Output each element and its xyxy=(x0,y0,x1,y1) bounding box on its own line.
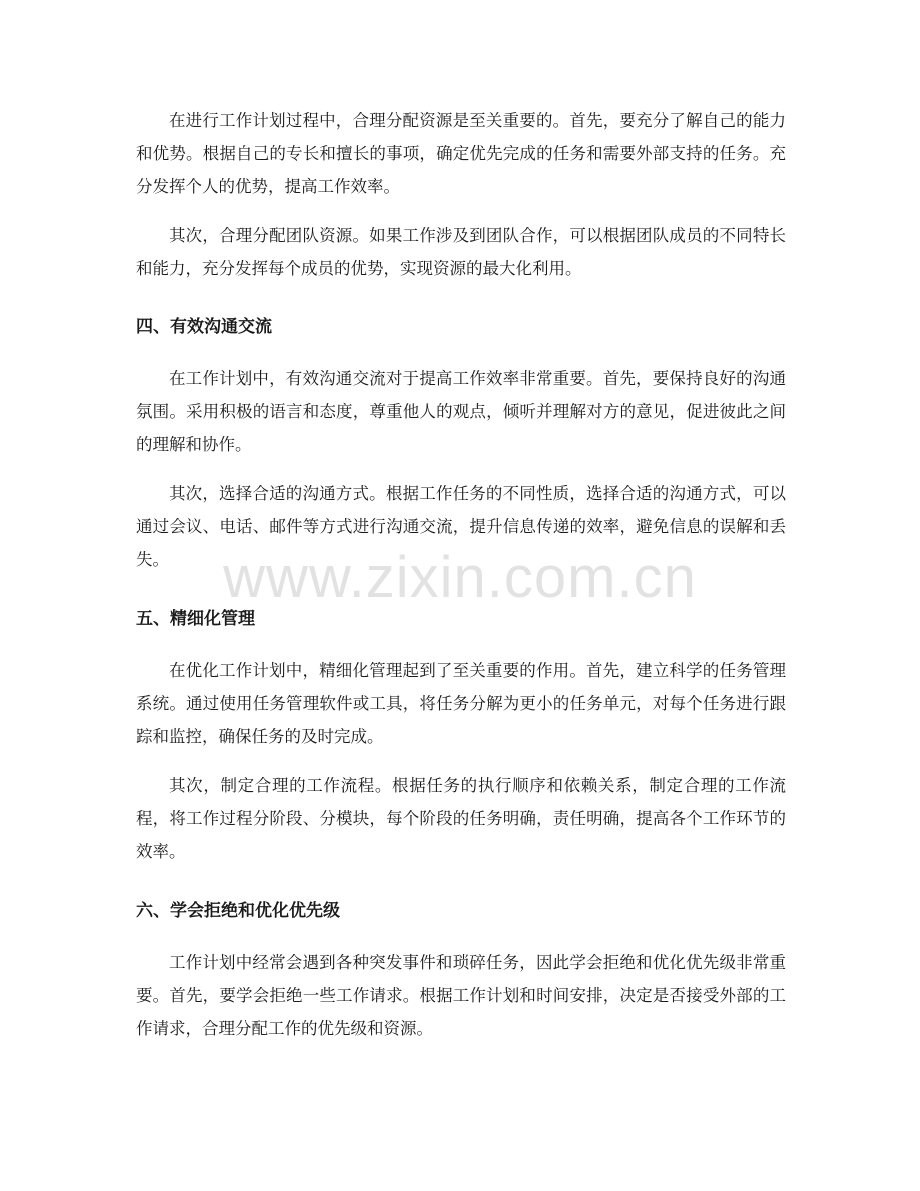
section-heading-fine-management xyxy=(136,604,786,634)
paragraph-communication-method xyxy=(136,477,786,576)
section-heading-communication xyxy=(136,312,786,342)
paragraph-text: 在进行工作计划过程中，合理分配资源是至关重要的。首先，要充分了解自己的能力和优势。根据自己的专长和擅长的事项，确定优先完成的任务和需要外部支持的任务。充分发挥个人的优势，提高工作效率。 xyxy=(136,111,786,196)
paragraph-text: 其次，选择合适的沟通方式。根据工作任务的不同性质，选择合适的沟通方式，可以通过会议、电话、邮件等方式进行沟通交流，提升信息传递的效率，避免信息的误解和丢失。 xyxy=(136,484,786,569)
paragraph-communication-atmosphere xyxy=(136,362,786,461)
section-heading: 五、精细化管理 xyxy=(136,609,255,629)
section-heading: 四、有效沟通交流 xyxy=(136,317,272,337)
section-heading-priority xyxy=(136,896,786,926)
paragraph-text: 在优化工作计划中，精细化管理起到了至关重要的作用。首先，建立科学的任务管理系统。通过使用任务管理软件或工具，将任务分解为更小的任务单元，对每个任务进行跟踪和监控，确保任务的及时完成。 xyxy=(136,661,786,746)
paragraph-workflow xyxy=(136,769,786,868)
paragraph-text: 工作计划中经常会遇到各种突发事件和琐碎任务，因此学会拒绝和优化优先级非常重要。首先，要学会拒绝一些工作请求。根据工作计划和时间安排，决定是否接受外部的工作请求，合理分配工作的优先级和资源。 xyxy=(136,953,786,1038)
section-heading: 六、学会拒绝和优化优先级 xyxy=(136,901,340,921)
paragraph-task-management xyxy=(136,654,786,753)
paragraph-team-resources xyxy=(136,219,786,285)
paragraph-text: 在工作计划中，有效沟通交流对于提高工作效率非常重要。首先，要保持良好的沟通氛围。采用积极的语言和态度，尊重他人的观点，倾听并理解对方的意见，促进彼此之间的理解和协作。 xyxy=(136,369,786,454)
paragraph-text: 其次，制定合理的工作流程。根据任务的执行顺序和依赖关系，制定合理的工作流程，将工作过程分阶段、分模块，每个阶段的任务明确，责任明确，提高各个工作环节的效率。 xyxy=(136,776,786,861)
paragraph-refuse-requests xyxy=(136,946,786,1045)
paragraph-text: 其次，合理分配团队资源。如果工作涉及到团队合作，可以根据团队成员的不同特长和能力，充分发挥每个成员的优势，实现资源的最大化利用。 xyxy=(136,226,786,278)
paragraph-resource-allocation xyxy=(136,104,786,203)
watermark: www.zixin.com.cn xyxy=(223,545,697,610)
